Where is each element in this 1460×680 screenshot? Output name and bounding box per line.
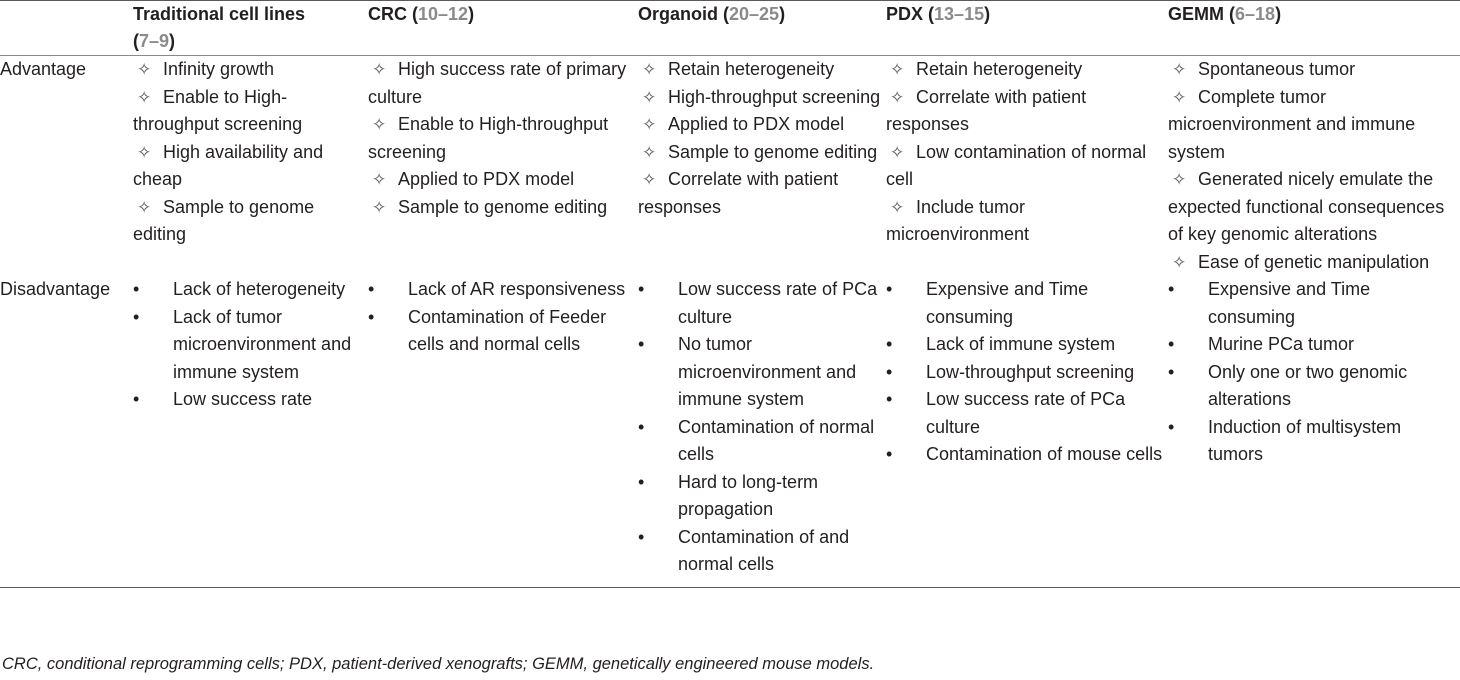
- bullet-icon: •: [638, 334, 645, 354]
- sparkle-bullet-icon: ✧: [642, 60, 657, 79]
- header-empty-cell: [0, 1, 133, 56]
- item-text: High-throughput screening: [668, 86, 881, 107]
- item-text: Hard to long-term propagation: [678, 471, 819, 519]
- reference-link[interactable]: 20–25: [729, 4, 780, 24]
- sparkle-bullet-icon: ✧: [890, 142, 905, 162]
- advantage-item: [886, 194, 1168, 249]
- bullet-icon: •: [1168, 416, 1175, 437]
- item-text: Ease of genetic manipulation: [1198, 251, 1430, 272]
- sparkle-bullet-icon: ✧: [1172, 87, 1187, 107]
- advantage-cell: [1168, 56, 1460, 277]
- item-text: Sample to genome editing: [398, 196, 608, 217]
- item-text: Expensive and Time consuming: [1208, 279, 1371, 327]
- item-text: Applied to PDX model: [398, 169, 575, 189]
- item-text: Contamination of Feeder cells and normal cells: [408, 306, 607, 354]
- bullet-icon: •: [1168, 279, 1175, 299]
- row-label-disadvantage: Disadvantage: [0, 279, 111, 299]
- disadvantage-item: [1168, 276, 1460, 331]
- item-text: Applied to PDX model: [668, 114, 845, 134]
- sparkle-bullet-icon: ✧: [137, 197, 152, 217]
- disadvantage-cell: [638, 276, 886, 587]
- column-header-pdx: PDX (13–15): [886, 4, 991, 24]
- item-text: Enable to High-throughput screening: [368, 114, 609, 162]
- advantage-item: [368, 56, 638, 111]
- column-header-crc: CRC (10–12): [368, 4, 475, 24]
- column-header-gemm: GEMM (6–18): [1168, 4, 1282, 24]
- reference-link[interactable]: 6–18: [1235, 4, 1276, 24]
- reference-link[interactable]: 7–9: [139, 31, 170, 51]
- advantage-item: [638, 139, 886, 167]
- advantage-item: [638, 56, 886, 84]
- disadvantage-item: [886, 276, 1168, 331]
- item-text: High success rate of primary culture: [368, 59, 627, 107]
- item-text: Contamination of normal cells: [678, 416, 875, 464]
- sparkle-bullet-icon: ✧: [137, 60, 152, 79]
- disadvantage-item: [368, 276, 638, 304]
- disadvantage-item: [368, 304, 638, 359]
- reference-link[interactable]: 10–12: [418, 4, 469, 24]
- bullet-icon: •: [1168, 334, 1175, 354]
- bullet-icon: •: [368, 306, 375, 327]
- column-title: Organoid: [638, 4, 718, 24]
- advantage-item: [1168, 166, 1460, 249]
- table-footnote: CRC, conditional reprogramming cells; PDX, patient-derived xenografts; GEMM, genetically engineered mouse models.: [2, 655, 875, 673]
- advantage-cell: [133, 56, 368, 277]
- item-text: Low success rate of PCa culture: [926, 389, 1126, 437]
- bullet-icon: •: [133, 389, 140, 409]
- advantage-item: [886, 139, 1168, 194]
- bullet-icon: •: [368, 279, 375, 299]
- disadvantage-cell: [886, 276, 1168, 587]
- bullet-icon: •: [886, 389, 893, 409]
- item-text: High availability and cheap: [133, 141, 324, 189]
- item-text: Low success rate: [173, 389, 313, 409]
- bullet-icon: •: [1168, 361, 1175, 382]
- sparkle-bullet-icon: ✧: [642, 87, 657, 107]
- advantage-row: [0, 56, 1460, 277]
- item-text: Retain heterogeneity: [668, 59, 835, 79]
- item-text: Sample to genome editing: [133, 196, 315, 244]
- disadvantage-item: [133, 304, 368, 387]
- sparkle-bullet-icon: ✧: [642, 142, 657, 162]
- item-text: Murine PCa tumor: [1208, 334, 1355, 354]
- bullet-icon: •: [886, 361, 893, 382]
- item-text: Enable to High-throughput screening: [133, 86, 303, 134]
- item-text: Lack of tumor microenvironment and immune system: [173, 306, 352, 382]
- disadvantage-row: [0, 276, 1460, 587]
- item-text: Generated nicely emulate the expected functional consequences of key genomic alterations: [1168, 169, 1445, 244]
- sparkle-bullet-icon: ✧: [137, 87, 152, 107]
- item-text: Complete tumor microenvironment and immune system: [1168, 86, 1416, 162]
- disadvantage-item: [133, 276, 368, 304]
- sparkle-bullet-icon: ✧: [372, 115, 387, 134]
- disadvantage-item: [638, 469, 886, 524]
- sparkle-bullet-icon: ✧: [137, 142, 152, 162]
- column-title: CRC: [368, 4, 407, 24]
- column-title: GEMM: [1168, 4, 1224, 24]
- sparkle-bullet-icon: ✧: [1172, 252, 1187, 272]
- header-row: [0, 1, 1460, 56]
- advantage-item: [133, 56, 368, 84]
- sparkle-bullet-icon: ✧: [372, 170, 387, 189]
- column-header-traditional: Traditional cell lines (7–9): [133, 4, 306, 51]
- bullet-icon: •: [638, 471, 645, 492]
- sparkle-bullet-icon: ✧: [642, 170, 657, 189]
- item-text: No tumor microenvironment and immune system: [678, 334, 857, 409]
- row-label-advantage: Advantage: [0, 59, 87, 79]
- advantage-item: [368, 194, 638, 222]
- item-text: Contamination of mouse cells: [926, 444, 1163, 464]
- column-title: PDX: [886, 4, 924, 24]
- disadvantage-item: [886, 386, 1168, 441]
- advantage-item: [638, 166, 886, 221]
- bullet-icon: •: [886, 334, 893, 354]
- advantage-cell: [368, 56, 638, 277]
- item-text: Only one or two genomic alterations: [1208, 361, 1408, 409]
- item-text: Infinity growth: [163, 59, 275, 79]
- advantage-cell: [886, 56, 1168, 277]
- disadvantage-cell: [133, 276, 368, 587]
- disadvantage-item: [638, 331, 886, 414]
- bullet-icon: •: [638, 416, 645, 437]
- bullet-icon: •: [886, 279, 893, 299]
- item-text: Low success rate of PCa culture: [678, 279, 878, 327]
- bullet-icon: •: [638, 526, 645, 547]
- sparkle-bullet-icon: ✧: [642, 115, 657, 134]
- column-header-organoid: Organoid (20–25): [638, 4, 786, 24]
- disadvantage-cell: [1168, 276, 1460, 587]
- bullet-icon: •: [133, 306, 140, 327]
- disadvantage-item: [886, 331, 1168, 359]
- reference-link[interactable]: 13–15: [934, 4, 985, 24]
- item-text: Low contamination of normal cell: [886, 141, 1147, 189]
- advantage-item: [886, 56, 1168, 84]
- item-text: Lack of AR responsiveness: [408, 279, 626, 299]
- sparkle-bullet-icon: ✧: [1172, 60, 1187, 79]
- sparkle-bullet-icon: ✧: [890, 60, 905, 79]
- advantage-item: [368, 111, 638, 166]
- item-text: Include tumor microenvironment: [886, 196, 1030, 244]
- item-text: Correlate with patient responses: [886, 86, 1087, 134]
- item-text: Retain heterogeneity: [916, 59, 1083, 79]
- sparkle-bullet-icon: ✧: [1172, 170, 1187, 189]
- disadvantage-item: [886, 359, 1168, 387]
- advantage-item: [1168, 249, 1460, 277]
- item-text: Correlate with patient responses: [638, 169, 839, 217]
- advantage-item: [638, 84, 886, 112]
- column-title: Traditional cell lines: [133, 4, 306, 24]
- item-text: Expensive and Time consuming: [926, 279, 1089, 327]
- advantage-item: [886, 84, 1168, 139]
- advantage-item: [638, 111, 886, 139]
- item-text: Lack of immune system: [926, 334, 1116, 354]
- item-text: Sample to genome editing: [668, 141, 878, 162]
- item-text: Contamination of and normal cells: [678, 526, 850, 574]
- disadvantage-item: [638, 276, 886, 331]
- advantage-cell: [638, 56, 886, 277]
- sparkle-bullet-icon: ✧: [372, 60, 387, 79]
- advantage-item: [133, 84, 368, 139]
- advantage-item: [368, 166, 638, 194]
- disadvantage-item: [886, 441, 1168, 469]
- disadvantage-item: [1168, 359, 1460, 414]
- disadvantage-item: [638, 524, 886, 579]
- sparkle-bullet-icon: ✧: [372, 197, 387, 217]
- disadvantage-cell: [368, 276, 638, 587]
- advantage-item: [133, 139, 368, 194]
- bullet-icon: •: [133, 279, 140, 299]
- item-text: Lack of heterogeneity: [173, 279, 346, 299]
- sparkle-bullet-icon: ✧: [890, 197, 905, 217]
- bullet-icon: •: [638, 279, 645, 299]
- advantage-item: [133, 194, 368, 249]
- bullet-icon: •: [886, 444, 893, 464]
- advantage-item: [1168, 84, 1460, 167]
- item-text: Induction of multisystem tumors: [1208, 416, 1402, 464]
- item-text: Low-throughput screening: [926, 361, 1135, 382]
- disadvantage-item: [1168, 331, 1460, 359]
- advantage-item: [1168, 56, 1460, 84]
- disadvantage-item: [638, 414, 886, 469]
- sparkle-bullet-icon: ✧: [890, 87, 905, 107]
- disadvantage-item: [1168, 414, 1460, 469]
- disadvantage-item: [133, 386, 368, 414]
- item-text: Spontaneous tumor: [1198, 59, 1356, 79]
